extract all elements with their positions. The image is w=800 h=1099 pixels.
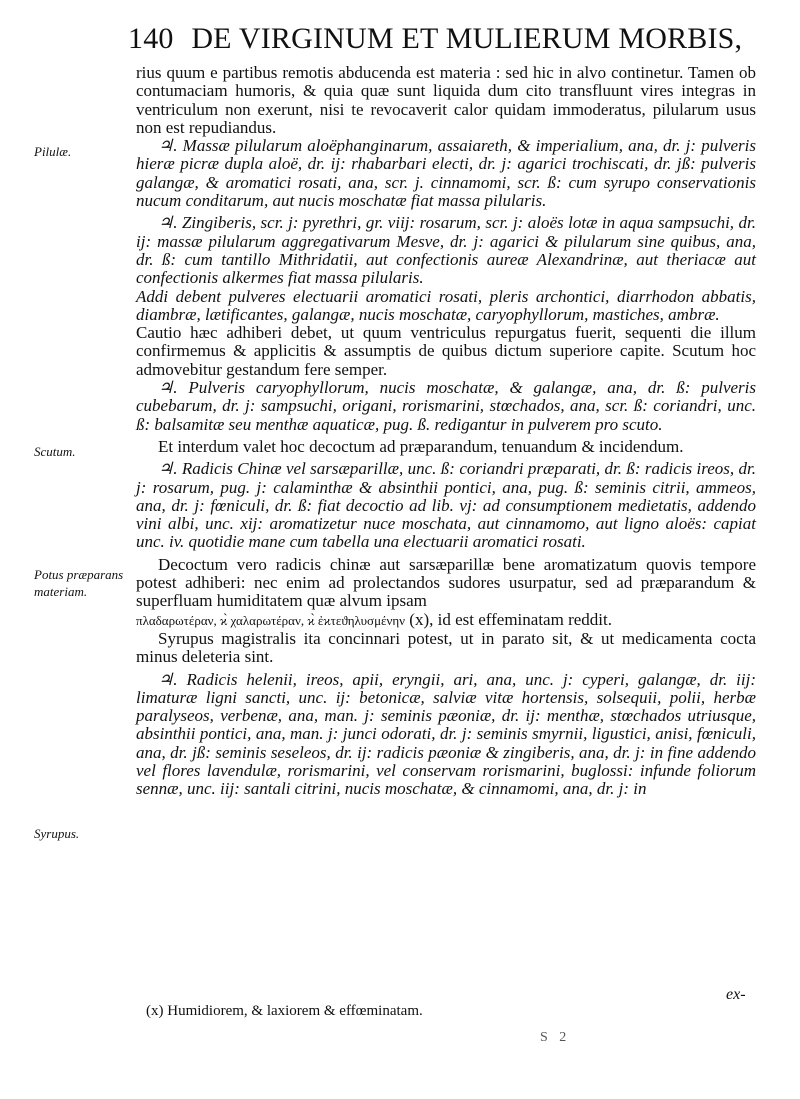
greek-text: πλαδαρωτέραν, ϰ̀ χαλαρωτέραν, ϰ̀ ἐϰτεϑηλυσμένην — [136, 612, 406, 628]
paragraph: Et interdum valet hoc decoctum ad præparandum, tenuandum & incidendum. — [158, 436, 684, 456]
margin-note-pilulae: Pilulæ. — [34, 144, 72, 159]
margin-note-syrupus: Syrupus. — [34, 826, 80, 841]
recipe-paragraph: ♃. Zingiberis, scr. j: pyrethri, gr. viij: rosarum, scr. j: aloës lotæ in aqua sampsuchi, dr. ij: massæ pilularum aggregativarum Mesve, dr. j: agarici & pilularum sine quibus, ana, dr. ß: cum tantillo Mithridatii, aut confectionis aureæ Alexandrinæ, aut theriacæ aut confectionis alkermes fiat massa pilularis. — [136, 213, 756, 288]
page-header — [128, 22, 743, 56]
margin-note-potus: Potus præparans materiam. — [34, 567, 124, 599]
paragraph: rius quum e partibus remotis abducenda est materia : sed hic in alvo continetur. Tamen ob contumaciam humoris, & quia quæ sunt liquida dum cito transfluunt vires integras in ventriculum non exerunt, nisi te revocaverit calor quidam immoderatus, pilularum usus non est repudiandus. — [136, 63, 756, 137]
recipe-paragraph: ♃. Massæ pilularum aloëphanginarum, assaiareth, & imperialium, ana, dr. j: pulveris hieræ picræ dupla aloë, dr. ij: rhabarbari electi, dr. j: agarici trochiscati, dr. jß: pulveris galangæ, & aromatici rosati, ana, scr. j. cinnamomi, scr. ß: cum syrupo conservationis nucum conditarum, aut nucis moschatæ fiat massa pilularis. — [136, 136, 756, 211]
greek-line — [136, 611, 756, 630]
margin-note-scutum: Scutum. — [34, 444, 76, 459]
recipe-paragraph: ♃. Radicis helenii, ireos, apii, eryngii, ari, ana, unc. j: cyperi, galangæ, dr. iij: limaturæ ligni sancti, unc. ij: betonicæ, salviæ vitæ hortensis, solsequii, polii, herbæ paralyseos, verbenæ, ana, man. j: seminis pæoniæ, dr. ij: menthæ, stœchados utriusque, absinthii pontici, ana, man. j: junci odorati, dr. j: seminis smyrnii, ligustici, anisi, fœniculi, ana, dr. jß: seminis seseleos, dr. ij: radicis pæoniæ & zingiberis, ana, dr. j: in fine addendo vel flores lavendulæ, rorismarini, vel conservam rorismarini, buglossi: infunde foliorum sennæ, unc. iij: santali citrini, nucis moschatæ, & cinnamomi, ana, dr. j: in — [136, 669, 756, 799]
footnote: (x) Humidiorem, & laxiorem & effœminatam. — [146, 1003, 423, 1019]
running-title: DE VIRGINUM ET MULIERUM MORBIS, — [191, 22, 743, 55]
paragraph: Addi debent pulveres electuarii aromatici rosati, pleris archontici, diarrhodon abbatis, diambræ, lætificantes, galangæ, nucis moschatæ, caryophyllorum, mastiches, ambræ. — [136, 286, 756, 324]
paragraph: Syrupus magistralis ita concinnari potest, ut in parato sit, & ut medicamenta cocta minus deleteria sint. — [136, 628, 756, 667]
catchword: ex- — [726, 986, 746, 1003]
paragraph: Cautio hæc adhiberi debet, ut quum ventriculus repurgatus fuerit, sequenti die illum confirmemus & applicitis & assumptis de quibus dictum superiore capite. Scutum hoc admovebitur gestandum fere semper. — [136, 323, 756, 379]
greek-line-rest: (x), id est effeminatam reddit. — [409, 609, 612, 629]
paragraph: Decoctum vero radicis chinæ aut sarsæparillæ bene aromatizatum quovis tempore potest adhiberi: nec enim ad prolectandos sudores usurpatur, sed ad præparandum & superfluam humiditatem quæ alvum ipsam — [136, 554, 756, 611]
recipe-paragraph: ♃. Pulveris caryophyllorum, nucis moschatæ, & galangæ, ana, dr. ß: pulveris cubebarum, dr. j: sampsuchi, origani, rorismarini, stœchados, ana, scr. ß: coriandri, unc. ß: balsamitæ seu menthæ aquaticæ, pug. ß. redigantur in pulverem pro scuto. — [136, 378, 756, 434]
recipe-paragraph: ♃. Radicis Chinæ vel sarsæparillæ, unc. ß: coriandri præparati, dr. ß: radicis ireos, dr. j: rosarum, pug. j: calaminthæ & absinthii pontici, ana, pug. ß: seminis citrii, ammeos, ana, dr. j: fœniculi, dr. ß: fiat decoctio ad lib. vj: ad consumptionem medietatis, addendo vini albi, unc. xij: aromatizetur nuce moschata, aut cinnamomo, aut ligno aloës: capiat unc. iv. quotidie mane cum tabella una electuarii aromatici rosati. — [136, 459, 756, 552]
page-number: 140 — [128, 22, 174, 55]
signature-mark: S 2 — [540, 1030, 571, 1045]
main-text — [136, 64, 756, 799]
